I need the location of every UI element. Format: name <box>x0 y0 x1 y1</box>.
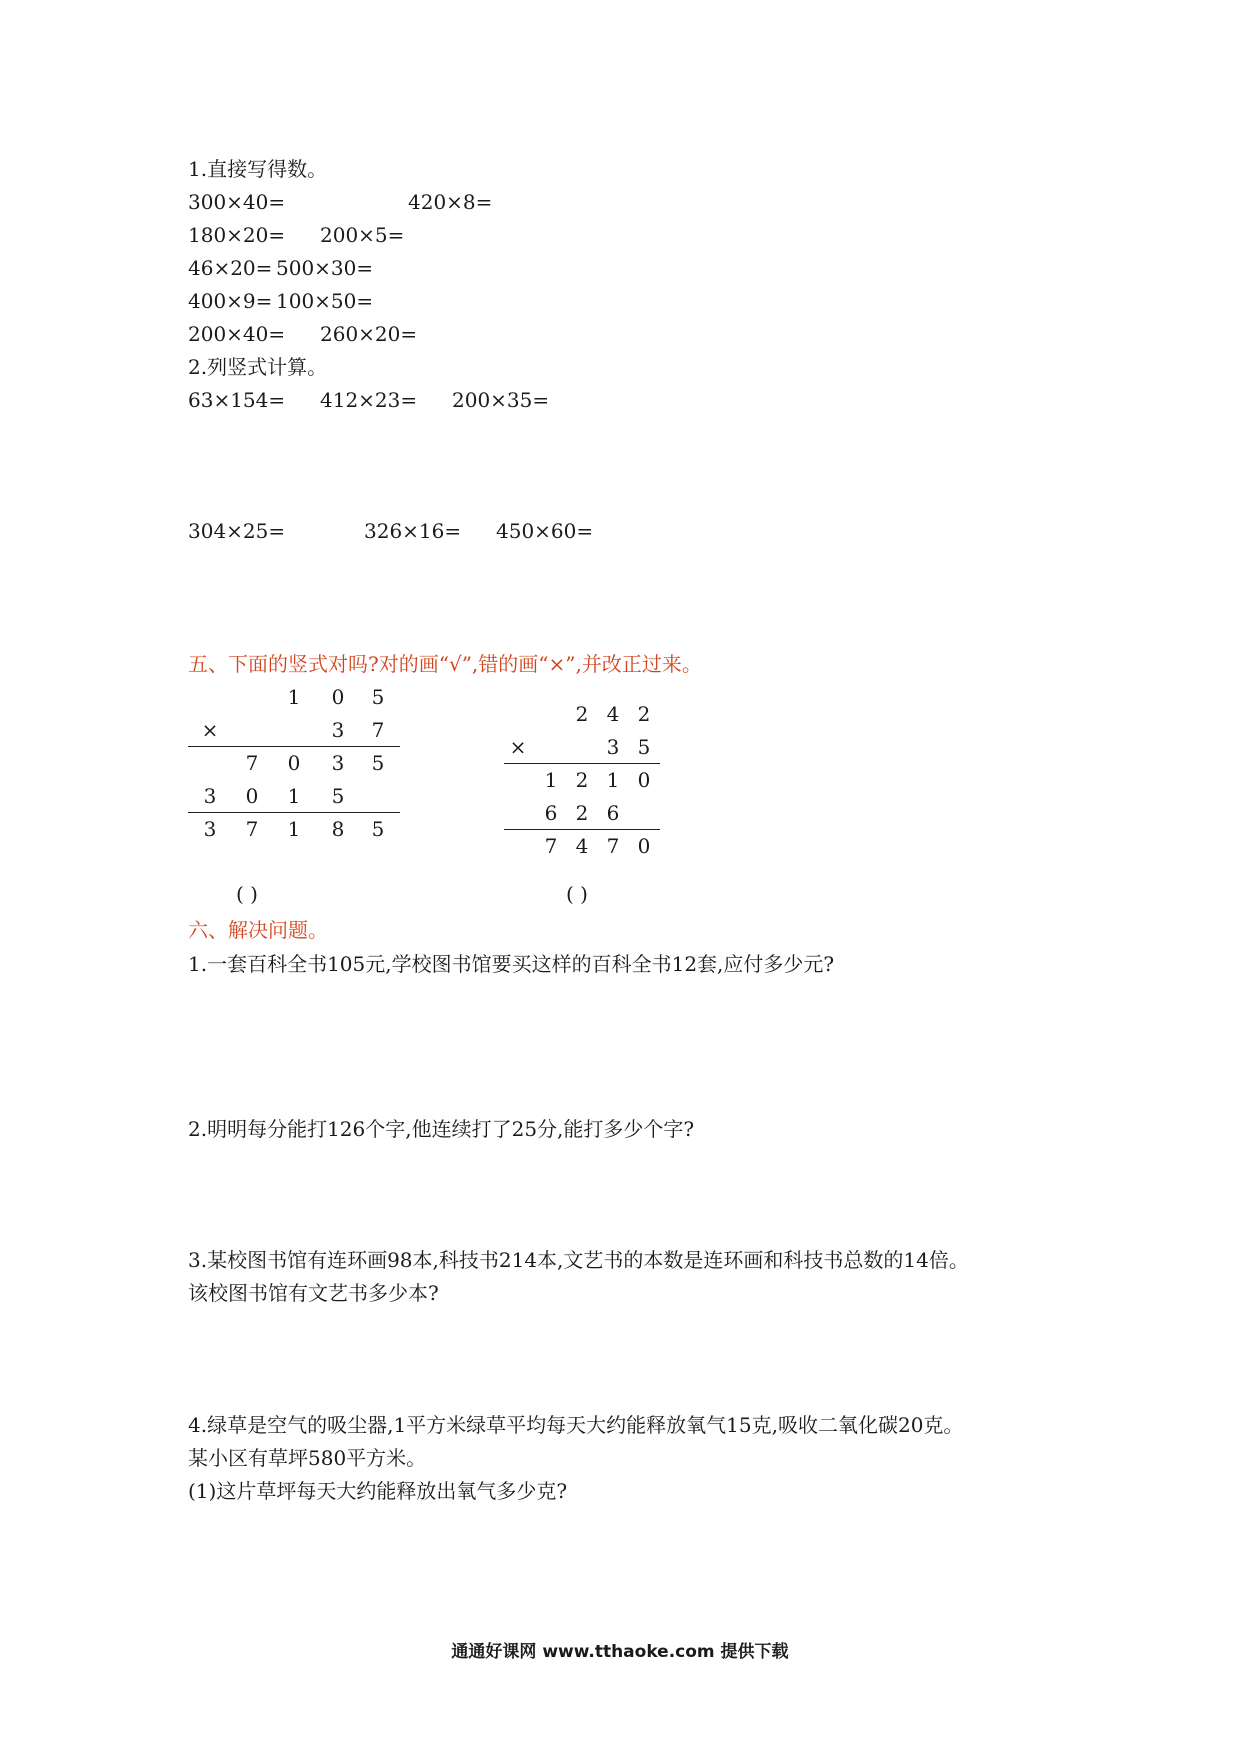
digit: 2 <box>575 702 589 726</box>
digit: 1 <box>287 817 301 841</box>
problem: 450×60= <box>496 519 594 543</box>
problem: 400×9= <box>188 289 273 313</box>
digit: 5 <box>637 735 651 759</box>
problem: 100×50= <box>276 289 374 313</box>
digit: 1 <box>287 784 301 808</box>
question-1: 1.一套百科全书105元,学校图书馆要买这样的百科全书12套,应付多少元? <box>188 952 835 976</box>
digit: 6 <box>606 801 620 825</box>
problem: 260×20= <box>320 322 418 346</box>
problem: 326×16= <box>364 519 462 543</box>
digit: 7 <box>245 751 259 775</box>
digit: 0 <box>637 768 651 792</box>
question-2: 2.明明每分能打126个字,他连续打了25分,能打多少个字? <box>188 1117 695 1141</box>
answer-bracket[interactable]: ( ) <box>566 882 588 906</box>
question-3-line2: 该校图书馆有文艺书多少本? <box>188 1281 439 1305</box>
digit: 6 <box>544 801 558 825</box>
footer-watermark: 通通好课网 www.tthaoke.com 提供下载 <box>451 1642 789 1662</box>
digit: 2 <box>575 768 589 792</box>
problem: 200×35= <box>452 388 550 412</box>
question-4-line2: 某小区有草坪580平方米。 <box>188 1446 427 1470</box>
section5-heading: 五、下面的竖式对吗?对的画“√”,错的画“×”,并改正过来。 <box>188 652 702 676</box>
digit: 8 <box>331 817 345 841</box>
problem: 63×154= <box>188 388 286 412</box>
digit: 3 <box>331 751 345 775</box>
problem: 200×5= <box>320 223 405 247</box>
section6-heading: 六、解决问题。 <box>188 918 328 942</box>
digit: 3 <box>606 735 620 759</box>
problem: 180×20= <box>188 223 286 247</box>
question-3-line1: 3.某校图书馆有连环画98本,科技书214本,文艺书的本数是连环画和科技书总数的14倍。 <box>188 1248 969 1272</box>
digit: 3 <box>331 718 345 742</box>
digit: 2 <box>637 702 651 726</box>
problem: 420×8= <box>408 190 493 214</box>
divider-line <box>188 812 400 813</box>
problem: 46×20= <box>188 256 273 280</box>
divider-line <box>504 829 660 830</box>
digit: 0 <box>287 751 301 775</box>
problem: 500×30= <box>276 256 374 280</box>
digit: 5 <box>371 751 385 775</box>
digit: 4 <box>575 834 589 858</box>
digit: 5 <box>331 784 345 808</box>
section1-heading: 1.直接写得数。 <box>188 157 328 181</box>
digit: 1 <box>544 768 558 792</box>
digit: 7 <box>544 834 558 858</box>
section2-heading: 2.列竖式计算。 <box>188 355 328 379</box>
digit: 4 <box>606 702 620 726</box>
divider-line <box>188 746 400 747</box>
digit: 0 <box>637 834 651 858</box>
question-4-line1: 4.绿草是空气的吸尘器,1平方米绿草平均每天大约能释放氧气15克,吸收二氧化碳20克。 <box>188 1413 964 1437</box>
digit: 5 <box>371 817 385 841</box>
digit: 5 <box>371 685 385 709</box>
divider-line <box>504 763 660 764</box>
digit: 7 <box>371 718 385 742</box>
answer-bracket[interactable]: ( ) <box>236 882 258 906</box>
digit: 7 <box>606 834 620 858</box>
problem: 412×23= <box>320 388 418 412</box>
digit: 0 <box>331 685 345 709</box>
times-sign: × <box>509 735 527 759</box>
times-sign: × <box>201 718 219 742</box>
problem: 300×40= <box>188 190 286 214</box>
digit: 1 <box>287 685 301 709</box>
question-4-sub1: (1)这片草坪每天大约能释放出氧气多少克? <box>188 1479 568 1503</box>
problem: 200×40= <box>188 322 286 346</box>
digit: 3 <box>203 784 217 808</box>
problem: 304×25= <box>188 519 286 543</box>
digit: 2 <box>575 801 589 825</box>
digit: 3 <box>203 817 217 841</box>
digit: 0 <box>245 784 259 808</box>
digit: 1 <box>606 768 620 792</box>
digit: 7 <box>245 817 259 841</box>
